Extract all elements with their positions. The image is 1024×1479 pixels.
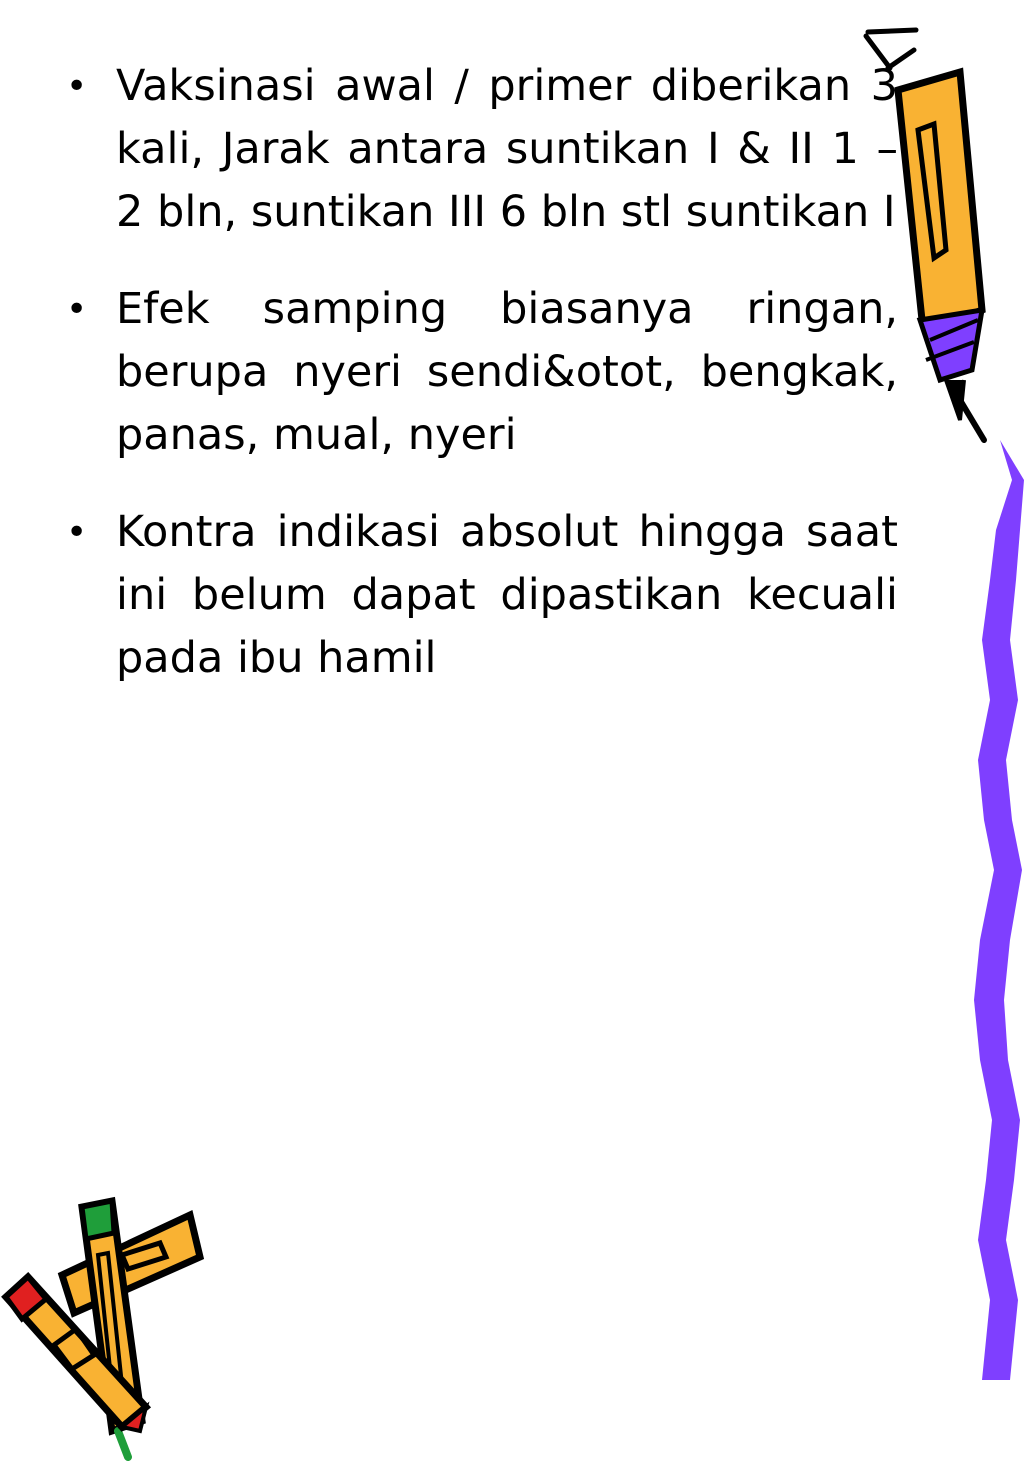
pencils-icon — [0, 1195, 210, 1465]
bullet-item-contraindications: • Kontra indikasi absolut hingga saat ini belum dapat dipastikan kecuali pada ibu hamil — [58, 501, 898, 690]
pencil-icon — [860, 20, 1000, 450]
bullet-item-vaccination-schedule: • Vaksinasi awal / primer diberikan 3 kali, Jarak antara suntikan I & II 1 – 2 bln, suntikan III 6 bln stl suntikan I — [58, 55, 898, 244]
bullet-item-side-effects: • Efek samping biasanya ringan, berupa nyeri sendi&otot, bengkak, panas, mual, nyeri — [58, 278, 898, 467]
bullet-list — [58, 55, 898, 724]
wavy-border-icon — [960, 440, 1024, 1400]
